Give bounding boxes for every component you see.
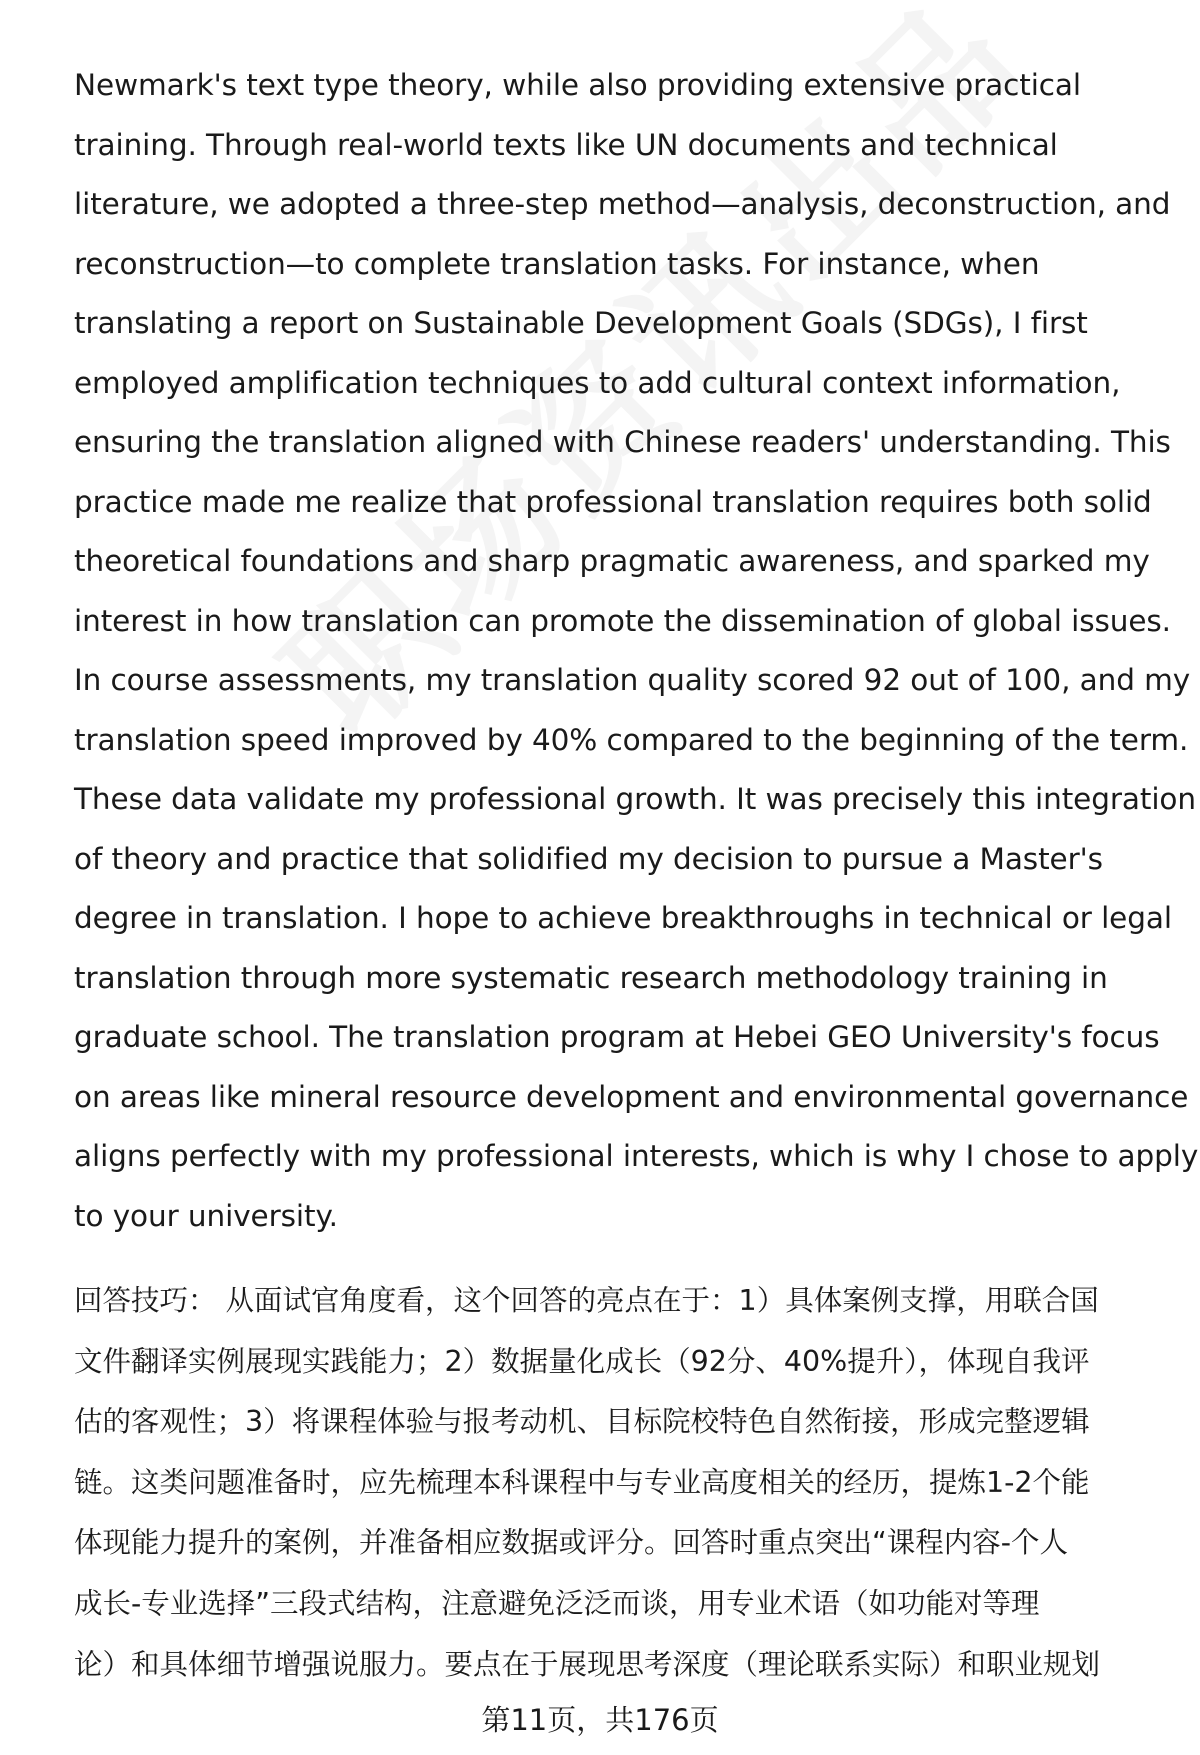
text-line: translation speed improved by 40% compared to the beginning of the term.: [74, 722, 1189, 757]
text-line: theoretical foundations and sharp pragmatic awareness, and sparked my: [74, 544, 1150, 578]
text-line: 论）和具体细节增强说服力。要点在于展现思考深度（理论联系实际）和职业规划: [74, 1647, 1101, 1681]
text-line: aligns perfectly with my professional interests, which is why I chose to apply: [74, 1139, 1199, 1173]
text-line: 回答技巧： 从面试官角度看，这个回答的亮点在于：1）具体案例支撑，用联合国: [74, 1284, 1099, 1317]
text-line: training. Through real-world texts like UN documents and technical: [74, 127, 1058, 162]
answer-tips-paragraph: [74, 1271, 1154, 1695]
text-line: 成长-专业选择”三段式结构，注意避免泛泛而谈，用专业术语（如功能对等理: [74, 1586, 1040, 1620]
page-number-footer: 第11页，共176页: [481, 1703, 719, 1737]
text-line: 文件翻译实例展现实践能力；2）数据量化成长（92分、40%提升），体现自我评: [74, 1344, 1090, 1378]
text-line: on areas like mineral resource development and environmental governance: [74, 1079, 1189, 1114]
text-line: 估的客观性；3）将课程体验与报考动机、目标院校特色自然衔接，形成完整逻辑: [74, 1405, 1090, 1439]
text-line: translating a report on Sustainable Development Goals (SDGs), I first: [74, 306, 1088, 340]
text-line: translation through more systematic research methodology training in: [74, 960, 1108, 995]
text-line: practice made me realize that professional translation requires both solid: [74, 484, 1152, 519]
text-line: employed amplification techniques to add cultural context information,: [74, 365, 1121, 400]
text-line: ensuring the translation aligned with Chinese readers' understanding. This: [74, 425, 1171, 459]
text-line: reconstruction—to complete translation tasks. For instance, when: [74, 246, 1040, 281]
text-line: In course assessments, my translation quality scored 92 out of 100, and my: [74, 663, 1191, 697]
text-line: Newmark's text type theory, while also providing extensive practical: [74, 68, 1082, 102]
text-line: of theory and practice that solidified my decision to pursue a Master's: [74, 841, 1103, 876]
text-line: 体现能力提升的案例，并准备相应数据或评分。回答时重点突出“课程内容-个人: [74, 1526, 1069, 1560]
english-paragraph: [74, 56, 1199, 1246]
text-line: graduate school. The translation program at Hebei GEO University's focus: [74, 1020, 1160, 1054]
text-line: These data validate my professional growth. It was precisely this integration: [74, 782, 1196, 816]
text-line: interest in how translation can promote the dissemination of global issues.: [74, 603, 1171, 638]
text-line: degree in translation. I hope to achieve breakthroughs in technical or legal: [74, 901, 1172, 935]
text-line: 链。这类问题准备时，应先梳理本科课程中与专业高度相关的经历，提炼1-2个能: [74, 1465, 1090, 1499]
text-line: literature, we adopted a three-step method—analysis, deconstruction, and: [74, 187, 1171, 221]
text-line: to your university.: [74, 1198, 338, 1233]
